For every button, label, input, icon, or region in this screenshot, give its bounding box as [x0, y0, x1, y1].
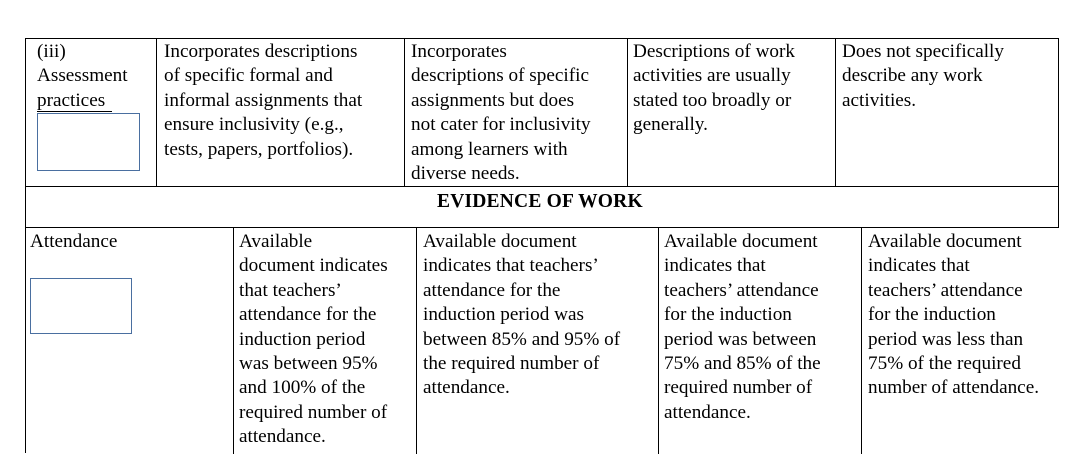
- assessment-level-3: Descriptions of work activities are usually stated too broadly or generally.: [633, 41, 795, 136]
- table-border: [25, 38, 26, 453]
- score-input-box[interactable]: [30, 278, 132, 334]
- assessment-level-4: Does not specifically describe any work activities.: [842, 41, 1004, 111]
- assessment-level-2: Incorporates descriptions of specific assignments but does not cater for inclusivity among learners with diverse needs.: [411, 41, 591, 185]
- table-border: [233, 228, 234, 454]
- assessment-underline: [37, 111, 112, 112]
- attendance-level-1: Available document indicates that teachers’ attendance for the induction period was between 95% and 100% of the required number of attendance.: [239, 231, 388, 448]
- table-border: [156, 38, 157, 186]
- table-border: [404, 38, 405, 186]
- attendance-label: Attendance: [30, 231, 118, 252]
- table-border: [861, 228, 862, 454]
- attendance-level-3: Available document indicates that teachers’ attendance for the induction period was between 75% and 85% of the required number of attendance.: [664, 231, 821, 423]
- section-heading: EVIDENCE OF WORK: [437, 191, 643, 212]
- table-border: [25, 227, 1059, 228]
- assessment-level-1: Incorporates descriptions of specific formal and informal assignments that ensure inclusivity (e.g., tests, papers, portfolios).: [164, 41, 363, 160]
- table-border: [627, 38, 628, 186]
- table-border: [835, 38, 836, 186]
- table-border: [1058, 38, 1059, 228]
- assessment-label: (iii) Assessment practices: [37, 41, 128, 111]
- table-border: [658, 228, 659, 454]
- attendance-level-2: Available document indicates that teachers’ attendance for the induction period was between 85% and 95% of the required number of attendance.: [423, 231, 621, 399]
- attendance-level-4: Available document indicates that teachers’ attendance for the induction period was less than 75% of the required number of attendance.: [868, 231, 1040, 399]
- score-input-box[interactable]: [37, 113, 140, 171]
- table-border: [416, 228, 417, 454]
